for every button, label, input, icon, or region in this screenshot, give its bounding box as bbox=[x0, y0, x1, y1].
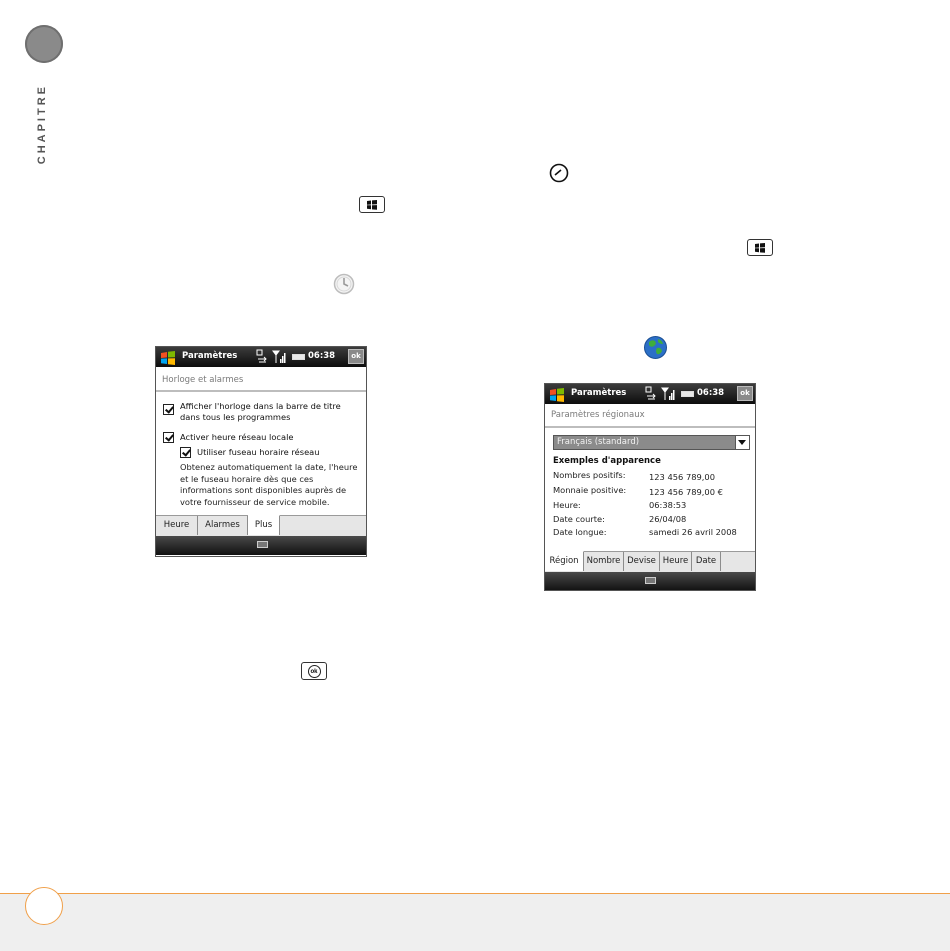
clock-time[interactable]: 06:38 bbox=[697, 388, 725, 398]
window-title: Paramètres bbox=[182, 351, 238, 361]
example-value: 26/04/08 bbox=[649, 514, 687, 524]
signal-strength-icon bbox=[661, 386, 675, 405]
page-number-circle bbox=[25, 887, 63, 925]
chevron-down-icon[interactable] bbox=[735, 436, 749, 449]
example-label: Nombres positifs: bbox=[553, 470, 626, 480]
example-label: Heure: bbox=[553, 500, 581, 510]
example-value: 06:38:53 bbox=[649, 500, 687, 510]
tab-nombre[interactable]: Nombre bbox=[584, 552, 624, 571]
network-time-checkbox[interactable] bbox=[163, 432, 174, 443]
ok-button[interactable]: ok bbox=[737, 386, 753, 401]
chapter-number-circle bbox=[25, 25, 63, 63]
tab-region[interactable]: Région bbox=[545, 551, 584, 571]
soft-key-bar bbox=[545, 572, 755, 591]
title-bar bbox=[156, 347, 366, 367]
tab-bar bbox=[156, 515, 366, 536]
ok-button[interactable]: ok bbox=[348, 349, 364, 364]
clock-settings-screen bbox=[155, 346, 367, 557]
connectivity-icon bbox=[645, 386, 657, 405]
tab-alarmes[interactable]: Alarmes bbox=[198, 516, 248, 535]
example-value: 123 456 789,00 bbox=[649, 472, 715, 482]
window-title: Paramètres bbox=[571, 388, 627, 398]
title-bar bbox=[545, 384, 755, 404]
tab-date[interactable]: Date bbox=[692, 552, 721, 571]
section-divider bbox=[545, 426, 755, 428]
section-title: Horloge et alarmes bbox=[162, 375, 244, 385]
connectivity-icon bbox=[256, 349, 268, 368]
chapter-label: CHAPITRE bbox=[36, 84, 48, 165]
tab-plus[interactable]: Plus bbox=[248, 515, 280, 535]
locale-dropdown[interactable] bbox=[553, 435, 750, 450]
clock-time[interactable]: 06:38 bbox=[308, 351, 336, 361]
keyboard-icon[interactable] bbox=[257, 541, 268, 548]
footer-band bbox=[0, 893, 950, 951]
battery-icon bbox=[292, 354, 305, 360]
network-timezone-checkbox[interactable] bbox=[180, 447, 191, 458]
clock-icon bbox=[333, 273, 355, 300]
start-key-icon bbox=[747, 239, 773, 256]
section-title: Paramètres régionaux bbox=[551, 410, 645, 420]
signal-strength-icon bbox=[272, 349, 286, 368]
windows-flag-icon[interactable] bbox=[549, 387, 565, 406]
tab-heure[interactable]: Heure bbox=[156, 516, 198, 535]
network-time-label: Activer heure réseau locale bbox=[180, 432, 294, 442]
locale-selected-value: Français (standard) bbox=[557, 437, 640, 447]
examples-title: Exemples d'apparence bbox=[553, 456, 661, 466]
example-value: 123 456 789,00 € bbox=[649, 487, 723, 497]
example-label: Date longue: bbox=[553, 527, 607, 537]
start-key-icon bbox=[359, 196, 385, 213]
ok-key-icon: ok bbox=[301, 662, 327, 680]
globe-icon bbox=[643, 335, 668, 365]
tab-devise[interactable]: Devise bbox=[624, 552, 660, 571]
show-clock-label: Afficher l'horloge dans la barre de titre dans tous les programmes bbox=[180, 401, 341, 422]
example-value: samedi 26 avril 2008 bbox=[649, 527, 737, 537]
tab-heure[interactable]: Heure bbox=[660, 552, 692, 571]
network-time-description: Obtenez automatiquement la date, l'heure et le fuseau horaire dès que ces informations sont disponibles auprès de votre fournisseur de service mobile. bbox=[180, 462, 358, 507]
soft-key-bar bbox=[156, 536, 366, 555]
show-clock-checkbox[interactable] bbox=[163, 404, 174, 415]
windows-flag-icon[interactable] bbox=[160, 350, 176, 369]
example-label: Monnaie positive: bbox=[553, 485, 627, 495]
network-timezone-label: Utiliser fuseau horaire réseau bbox=[197, 447, 320, 457]
regional-settings-screen bbox=[544, 383, 756, 591]
gauge-icon bbox=[548, 162, 570, 189]
tab-bar bbox=[545, 551, 755, 572]
section-divider bbox=[156, 390, 366, 392]
keyboard-icon[interactable] bbox=[645, 577, 656, 584]
example-label: Date courte: bbox=[553, 514, 605, 524]
battery-icon bbox=[681, 391, 694, 397]
